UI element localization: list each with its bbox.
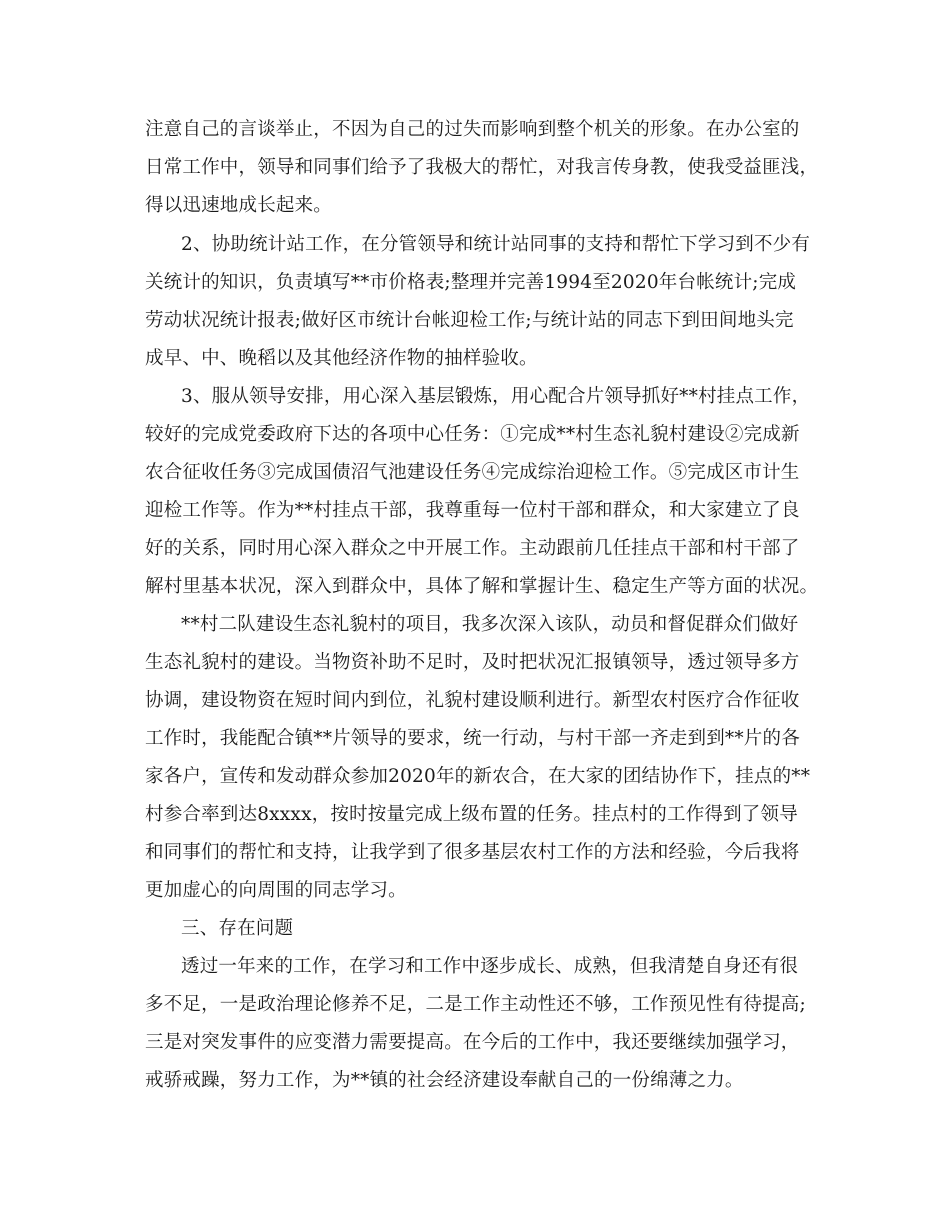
text-line: 得以迅速地成长起来。 [145, 195, 333, 216]
text-line: 日常工作中，领导和同事们给予了我极大的帮忙，对我言传身教，使我受益匪浅， [145, 157, 819, 178]
paragraph-start-line: **村二队建设生态礼貌村的项目，我多次深入该队，动员和督促群众们做好 [181, 614, 799, 635]
text-line: 好的关系，同时用心深入群众之中开展工作。主动跟前几任挂点干部和村干部了 [145, 538, 800, 559]
text-line: 注意自己的言谈举止，不因为自己的过失而影响到整个机关的形象。在办公室的 [145, 119, 800, 140]
text-line: 家各户，宣传和发动群众参加2020年的新农合，在大家的团结协作下，挂点的** [145, 766, 811, 787]
text-line: 成早、中、晚稻以及其他经济作物的抽样验收。 [145, 348, 538, 369]
text-line: 农合征收任务③完成国债沼气池建设任务④完成综治迎检工作。⑤完成区市计生 [145, 462, 800, 483]
paragraph-start-line: 3、服从领导安排，用心深入基层锻炼，用心配合片领导抓好**村挂点工作， [181, 386, 811, 407]
text-line: 劳动状况统计报表;做好区市统计台帐迎检工作;与统计站的同志下到田间地头完 [145, 310, 794, 331]
text-line: 和同事们的帮忙和支持，让我学到了很多基层农村工作的方法和经验，今后我将 [145, 842, 800, 863]
paragraph-start-line: 2、协助统计站工作，在分管领导和统计站同事的支持和帮忙下学习到不少有 [181, 234, 811, 255]
text-line: 较好的完成党委政府下达的各项中心任务：①完成**村生态礼貌村建设②完成新 [145, 424, 800, 445]
text-line: 解村里基本状况，深入到群众中，具体了解和掌握计生、稳定生产等方面的状况。 [145, 576, 819, 597]
paragraph-start-line: 透过一年来的工作，在学习和工作中逐步成长、成熟，但我清楚自身还有很 [181, 956, 799, 977]
text-line: 戒骄戒躁，努力工作，为**镇的社会经济建设奉献自己的一份绵薄之力。 [145, 1070, 744, 1091]
text-line: 多不足，一是政治理论修养不足，二是工作主动性还不够，工作预见性有待提高; [145, 994, 806, 1015]
text-line: 迎检工作等。作为**村挂点干部，我尊重每一位村干部和群众，和大家建立了良 [145, 500, 800, 521]
text-line: 更加虚心的向周围的同志学习。 [145, 880, 407, 901]
text-line: 村参合率到达8xxxx，按时按量完成上级布置的任务。挂点村的工作得到了领导 [145, 804, 798, 825]
text-line: 三是对突发事件的应变潜力需要提高。在今后的工作中，我还要继续加强学习， [145, 1032, 800, 1053]
text-line: 生态礼貌村的建设。当物资补助不足时，及时把状况汇报镇领导，透过领导多方 [145, 652, 800, 673]
section-heading: 三、存在问题 [181, 918, 294, 939]
text-line: 关统计的知识，负责填写**市价格表;整理并完善1994至2020年台帐统计;完成 [145, 272, 797, 293]
text-line: 协调，建设物资在短时间内到位，礼貌村建设顺利进行。新型农村医疗合作征收 [145, 690, 800, 711]
text-line: 工作时，我能配合镇**片领导的要求，统一行动，与村干部一齐走到到**片的各 [145, 728, 800, 749]
